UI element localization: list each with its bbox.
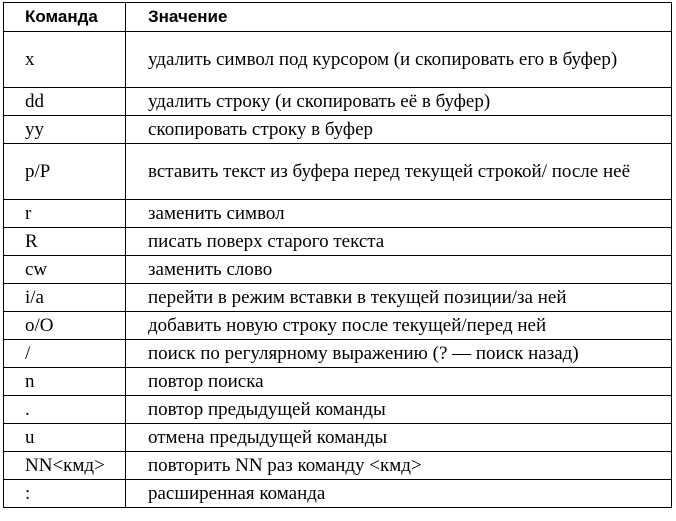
header-meaning: Значение	[126, 3, 672, 32]
meaning-cell: скопировать строку в буфер	[126, 116, 672, 144]
meaning-cell: повтор поиска	[126, 368, 672, 396]
meaning-cell: заменить слово	[126, 256, 672, 284]
meaning-cell: удалить строку (и скопировать её в буфер)	[126, 88, 672, 116]
table-row	[4, 228, 672, 256]
table-row	[4, 368, 672, 396]
command-cell: u	[4, 424, 126, 452]
command-cell: yy	[4, 116, 126, 144]
meaning-cell: удалить символ под курсором (и скопировать его в буфер)	[126, 32, 672, 88]
meaning-cell: добавить новую строку после текущей/перед ней	[126, 312, 672, 340]
table-row	[4, 480, 672, 508]
vi-commands-table	[3, 2, 672, 508]
command-cell: n	[4, 368, 126, 396]
command-cell: i/a	[4, 284, 126, 312]
meaning-cell: отмена предыдущей команды	[126, 424, 672, 452]
table-row	[4, 452, 672, 480]
command-cell: dd	[4, 88, 126, 116]
meaning-cell: повторить NN раз команду <кмд>	[126, 452, 672, 480]
table-row	[4, 88, 672, 116]
meaning-cell: поиск по регулярному выражению (? — поиск назад)	[126, 340, 672, 368]
meaning-cell: расширенная команда	[126, 480, 672, 508]
command-cell: o/O	[4, 312, 126, 340]
header-command: Команда	[4, 3, 126, 32]
table-row	[4, 340, 672, 368]
command-cell: r	[4, 200, 126, 228]
table-row	[4, 312, 672, 340]
table-row	[4, 200, 672, 228]
table-row	[4, 256, 672, 284]
table-row	[4, 144, 672, 200]
command-cell: R	[4, 228, 126, 256]
command-cell: NN<кмд>	[4, 452, 126, 480]
meaning-cell: перейти в режим вставки в текущей позиции/за ней	[126, 284, 672, 312]
command-cell: .	[4, 396, 126, 424]
meaning-cell: вставить текст из буфера перед текущей строкой/ после неё	[126, 144, 672, 200]
command-cell: x	[4, 32, 126, 88]
table-header	[4, 3, 672, 32]
table-row	[4, 116, 672, 144]
table-row	[4, 396, 672, 424]
header-row	[4, 3, 672, 32]
command-cell: cw	[4, 256, 126, 284]
command-cell: p/P	[4, 144, 126, 200]
meaning-cell: писать поверх старого текста	[126, 228, 672, 256]
meaning-cell: заменить символ	[126, 200, 672, 228]
meaning-cell: повтор предыдущей команды	[126, 396, 672, 424]
table-row	[4, 32, 672, 88]
table-row	[4, 284, 672, 312]
table-body	[4, 32, 672, 508]
table-row	[4, 424, 672, 452]
command-cell: /	[4, 340, 126, 368]
command-cell: :	[4, 480, 126, 508]
